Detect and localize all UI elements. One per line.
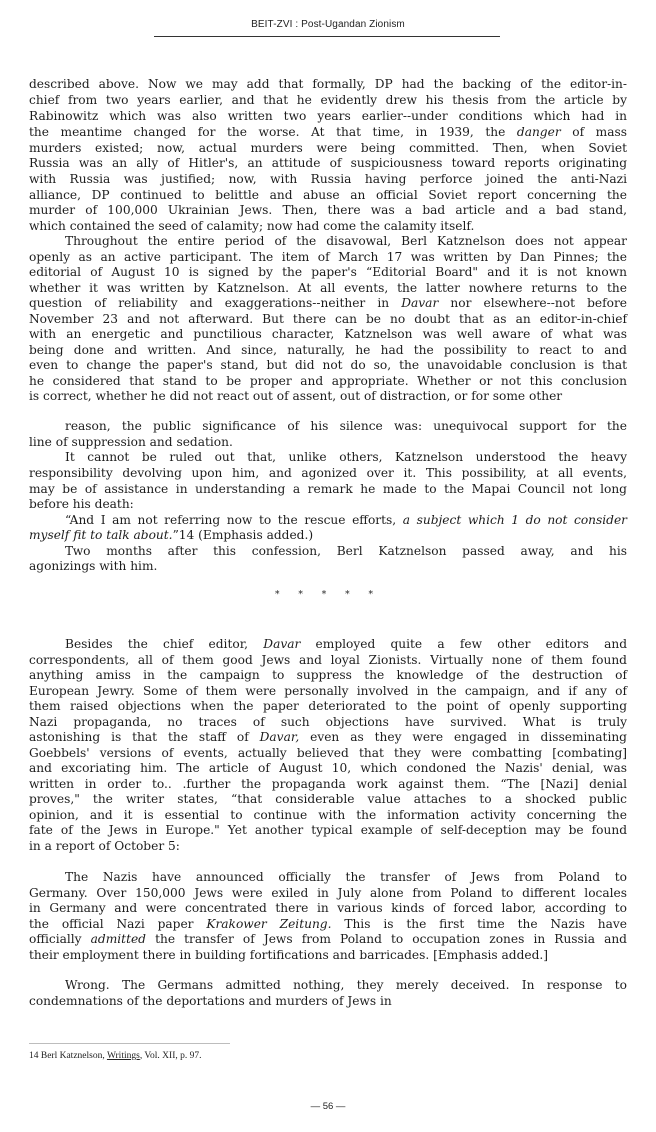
text-segment: alliance, DP continued to belittle and abuse an official Soviet report concerning the xyxy=(29,188,627,202)
text-segment: line of suppression and sedation. xyxy=(29,435,233,449)
text-segment: and excoriating him. The article of August 10, which condoned the Nazis' denial, was xyxy=(29,761,627,775)
text-line xyxy=(65,512,627,528)
text-line xyxy=(29,993,627,1009)
text-line xyxy=(29,776,627,792)
emphasis-text: Davar, xyxy=(259,730,300,744)
text-line xyxy=(29,729,627,745)
text-segment: Goebbels' versions of events, actually believed that they were combatting [combating] xyxy=(29,746,627,760)
text-line xyxy=(65,233,627,249)
text-line xyxy=(29,373,627,389)
emphasis-text: a subject which 1 do not consider xyxy=(402,513,628,527)
text-segment: Besides the chief editor, xyxy=(65,637,264,651)
text-line xyxy=(29,791,627,807)
text-line xyxy=(29,357,627,373)
text-segment: before his death: xyxy=(29,497,134,511)
text-line xyxy=(29,326,627,342)
text-segment: even to change the paper's stand, but did not do so, the unavoidable conclusion is that xyxy=(29,358,627,372)
text-line xyxy=(29,527,627,543)
text-segment: written in order to.. .further the propaganda work against them. “The [Nazi] denial xyxy=(29,777,627,791)
text-line xyxy=(29,931,627,947)
text-segment: in a report of October 5: xyxy=(29,839,180,853)
text-line xyxy=(29,124,627,140)
footnote-number: 14 xyxy=(29,1051,39,1061)
section-break: * * * * * xyxy=(275,590,381,600)
text-segment: he considered that stand to be proper and appropriate. Whether or not this conclusion xyxy=(29,374,627,388)
header-rule xyxy=(154,36,500,37)
text-line xyxy=(29,947,627,963)
footnote-author: Berl Katznelson, xyxy=(40,1051,105,1061)
text-line xyxy=(29,155,627,171)
emphasis-text: myself fit to talk about. xyxy=(29,528,173,542)
text-segment: even as they were engaged in disseminating xyxy=(299,730,627,744)
text-line xyxy=(65,418,627,434)
text-segment: proves," the writer states, “that considerable value attaches to a shocked public xyxy=(29,792,627,806)
text-segment: being done and written. And since, naturally, he had the possibility to react to and xyxy=(29,343,627,357)
text-segment: reason, the public significance of his silence was: unequivocal support for the xyxy=(65,419,627,433)
text-segment: correspondents, all of them good Jews and loyal Zionists. Virtually none of them found xyxy=(29,653,627,667)
text-segment: Russia was an ally of Hitler's, an attitude of suspiciousness toward reports originating xyxy=(29,156,627,170)
footnote-rest: , Vol. XII, p. 97. xyxy=(139,1051,202,1061)
text-segment: anything amiss in the campaign to suppress the knowledge of the destruction of xyxy=(29,668,627,682)
text-segment: fate of the Jews in Europe." Yet another typical example of self-deception may be found xyxy=(29,823,627,837)
text-line xyxy=(29,481,627,497)
emphasis-text: Davar xyxy=(263,637,301,651)
text-line xyxy=(65,543,627,559)
text-segment: murder of 100,000 Ukrainian Jews. Then, there was a bad article and a bad stand, xyxy=(29,203,627,217)
text-line xyxy=(29,92,627,108)
text-segment: the meantime changed for the worse. At that time, in 1939, the xyxy=(29,125,517,139)
footnote-rule xyxy=(29,1043,230,1044)
text-segment: of mass xyxy=(560,125,627,139)
text-segment: them raised objections when the paper deteriorated to the point of openly supporting xyxy=(29,699,627,713)
text-line xyxy=(29,171,627,187)
text-line xyxy=(29,698,627,714)
text-segment: is correct, whether he did not react out of assent, out of distraction, or for some other xyxy=(29,389,563,403)
text-segment: astonishing is that the staff of xyxy=(29,730,260,744)
text-line xyxy=(29,683,627,699)
text-segment: their employment there in building fortifications and barricades. [Emphasis added.] xyxy=(29,948,549,962)
text-line xyxy=(29,807,627,823)
text-line xyxy=(29,652,627,668)
running-header: BEIT-ZVI : Post-Ugandan Zionism xyxy=(251,19,405,30)
text-line xyxy=(29,900,627,916)
emphasis-text: admitted xyxy=(90,932,146,946)
emphasis-text: Krakower Zeitung. xyxy=(206,917,332,931)
text-segment: condemnations of the deportations and murders of Jews in xyxy=(29,994,392,1008)
text-line xyxy=(29,76,627,92)
text-line xyxy=(29,465,627,481)
text-segment: officially xyxy=(29,932,91,946)
text-segment: openly as an active participant. The item of March 17 was written by Dan Pinnes; the xyxy=(29,250,627,264)
text-line xyxy=(65,636,627,652)
text-line xyxy=(29,249,627,265)
text-line xyxy=(29,822,627,838)
text-segment: employed quite a few other editors and xyxy=(300,637,627,651)
text-segment: November 23 and not afterward. But there can be no doubt that as an editor-in-chief xyxy=(29,312,627,326)
text-line xyxy=(29,218,627,234)
text-line xyxy=(65,449,627,465)
text-segment: with an energetic and punctilious character, Katznelson was well aware of what was xyxy=(29,327,627,341)
text-line xyxy=(29,745,627,761)
text-line xyxy=(29,434,627,450)
text-segment: Two months after this confession, Berl Katznelson passed away, and his xyxy=(65,544,627,558)
page-number: — 56 — xyxy=(310,1101,346,1112)
text-segment: which contained the seed of calamity; now had come the calamity itself. xyxy=(29,219,475,233)
footnote-title: Writings xyxy=(106,1051,140,1061)
text-segment: The Nazis have announced officially the transfer of Jews from Poland to xyxy=(65,870,627,884)
text-line xyxy=(29,311,627,327)
text-segment: editorial of August 10 is signed by the paper's “Editorial Board" and it is not known xyxy=(29,265,627,279)
text-line xyxy=(29,885,627,901)
text-line xyxy=(29,760,627,776)
text-line xyxy=(29,280,627,296)
text-segment: European Jewry. Some of them were personally involved in the campaign, and if any of xyxy=(29,684,627,698)
text-segment: “And I am not referring now to the rescue efforts, xyxy=(65,513,403,527)
emphasis-text: Davar xyxy=(401,296,439,310)
text-line xyxy=(29,714,627,730)
text-line xyxy=(29,108,627,124)
text-segment: may be of assistance in understanding a remark he made to the Mapai Council not long xyxy=(29,482,627,496)
text-segment: Rabinowitz which was also written two years earlier--under conditions which had in xyxy=(29,109,627,123)
text-line xyxy=(29,496,627,512)
text-line xyxy=(29,187,627,203)
text-segment: Nazi propaganda, no traces of such objections have survived. What is truly xyxy=(29,715,627,729)
emphasis-text: danger xyxy=(516,125,561,139)
text-segment: Throughout the entire period of the disavowal, Berl Katznelson does not appear xyxy=(65,234,627,248)
text-line xyxy=(29,388,627,404)
text-line xyxy=(29,295,627,311)
text-segment: whether it was written by Katznelson. At all events, the latter nowhere returns to the xyxy=(29,281,627,295)
text-segment: chief from two years earlier, and that he evidently drew his thesis from the article by xyxy=(29,93,627,107)
text-segment: It cannot be ruled out that, unlike others, Katznelson understood the heavy xyxy=(65,450,627,464)
text-line xyxy=(29,916,627,932)
text-segment: the transfer of Jews from Poland to occupation zones in Russia and xyxy=(146,932,627,946)
text-line xyxy=(29,342,627,358)
text-line xyxy=(29,667,627,683)
text-segment: in Germany and were concentrated there in various kinds of forced labor, according to xyxy=(29,901,627,915)
text-segment: Wrong. The Germans admitted nothing, they merely deceived. In response to xyxy=(65,978,627,992)
text-segment: described above. Now we may add that formally, DP had the backing of the editor-in- xyxy=(29,77,627,91)
text-segment: This is the first time the Nazis have xyxy=(331,917,627,931)
text-segment: question of reliability and exaggerations--neither in xyxy=(29,296,402,310)
text-line xyxy=(65,977,627,993)
text-line xyxy=(29,558,627,574)
text-segment: agonizings with him. xyxy=(29,559,158,573)
text-segment: nor elsewhere--not before xyxy=(438,296,627,310)
text-line xyxy=(65,869,627,885)
text-segment: responsibility devolving upon him, and agonized over it. This possibility, at all events, xyxy=(29,466,627,480)
footnote-14 xyxy=(29,1051,201,1061)
text-segment: ”14 (Emphasis added.) xyxy=(172,528,314,542)
text-segment: with Russia was justified; now, with Russia having perforce joined the anti-Nazi xyxy=(29,172,627,186)
text-line xyxy=(29,140,627,156)
text-line xyxy=(29,838,627,854)
text-line xyxy=(29,202,627,218)
text-segment: murders existed; now, actual murders were being committed. Then, when Soviet xyxy=(29,141,627,155)
text-line xyxy=(29,264,627,280)
text-segment: Germany. Over 150,000 Jews were exiled in July alone from Poland to different locales xyxy=(29,886,627,900)
text-segment: opinion, and it is essential to continue with the information activity concerning the xyxy=(29,808,627,822)
text-segment: the official Nazi paper xyxy=(29,917,207,931)
